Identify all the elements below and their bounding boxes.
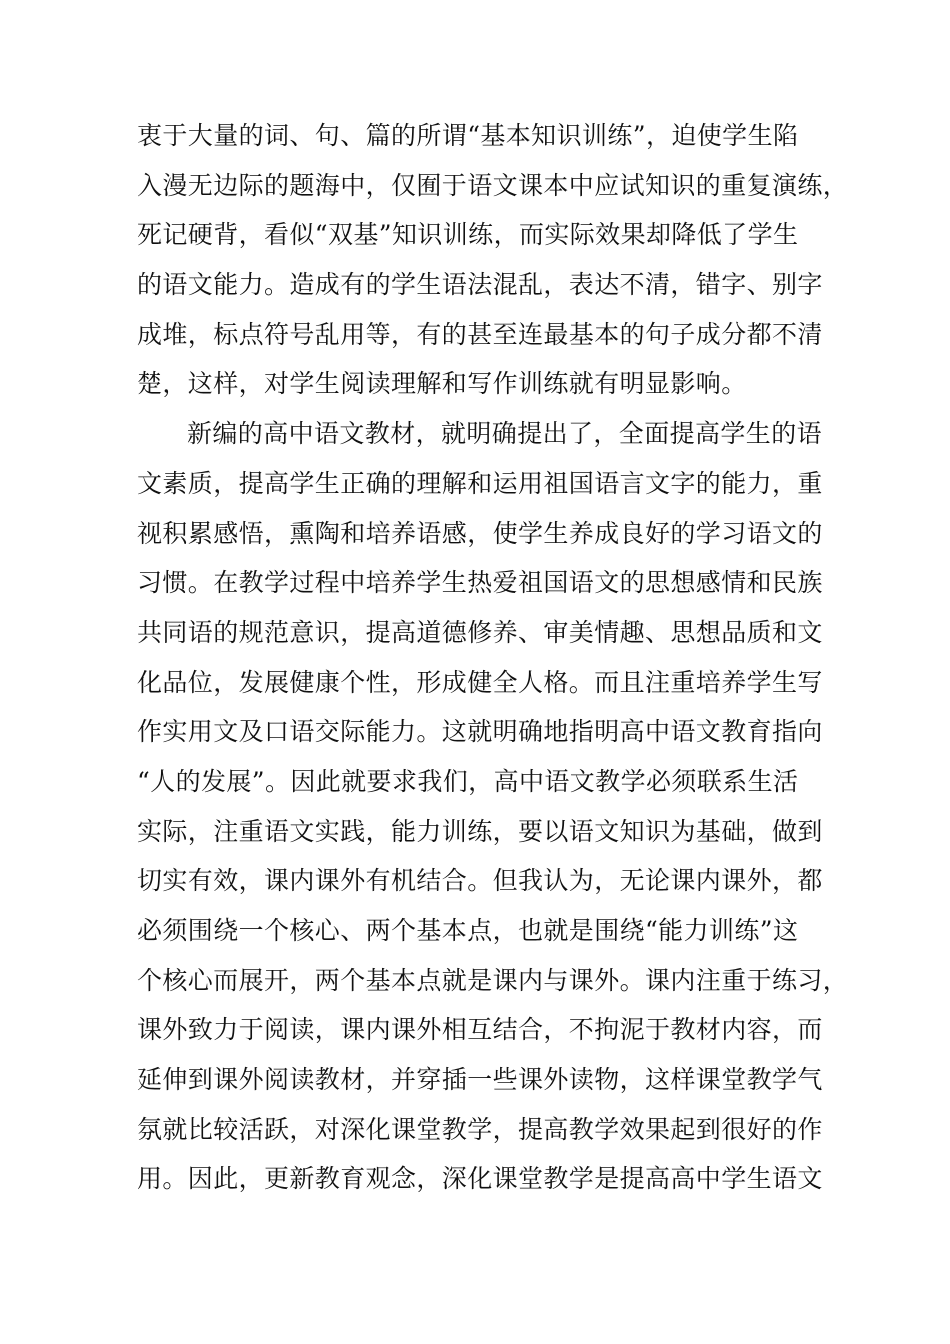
text-line: 实际，注重语文实践，能力训练，要以语文知识为基础，做到: [137, 816, 823, 846]
text-line: 切实有效，课内课外有机结合。但我认为，无论课内课外，都: [137, 866, 823, 896]
text-line: 用。因此，更新教育观念，深化课堂教学是提高高中学生语文: [137, 1164, 823, 1194]
text-line: 作实用文及口语交际能力。这就明确地指明高中语文教育指向: [137, 717, 823, 747]
text-line: 课外致力于阅读，课内课外相互结合，不拘泥于教材内容，而: [137, 1015, 823, 1045]
text-line: 习惯。在教学过程中培养学生热爱祖国语文的思想感情和民族: [137, 568, 823, 598]
text-line: 必须围绕一个核心、两个基本点，也就是围绕“能力训练”这: [137, 916, 799, 945]
text-line: 入漫无边际的题海中，仅囿于语文课本中应试知识的重复演练，: [137, 170, 849, 200]
text-line: 的语文能力。造成有的学生语法混乱，表达不清，错字、别字: [137, 270, 823, 300]
text-line: “人的发展”。因此就要求我们，高中语文教学必须联系生活: [137, 766, 799, 796]
text-line: 衷于大量的词、句、篇的所谓“基本知识训练”，迫使学生陷: [137, 121, 799, 150]
text-line: 死记硬背，看似“双基”知识训练，而实际效果却降低了学生: [137, 220, 799, 250]
paragraph-first-line: 新编的高中语文教材，就明确提出了，全面提高学生的语: [187, 419, 823, 449]
text-line: 文素质，提高学生正确的理解和运用祖国语言文字的能力，重: [137, 468, 823, 498]
text-line: 成堆，标点符号乱用等，有的甚至连最基本的句子成分都不清: [137, 319, 823, 349]
text-line: 延伸到课外阅读教材，并穿插一些课外读物，这样课堂教学气: [137, 1065, 823, 1095]
text-line: 共同语的规范意识，提高道德修养、审美情趣、思想品质和文: [137, 617, 823, 647]
text-line: 氛就比较活跃，对深化课堂教学，提高教学效果起到很好的作: [137, 1114, 823, 1144]
text-line: 视积累感悟，熏陶和培养语感，使学生养成良好的学习语文的: [137, 518, 823, 548]
text-line: 个核心而展开，两个基本点就是课内与课外。课内注重于练习，: [137, 965, 849, 995]
text-line: 楚，这样，对学生阅读理解和写作训练就有明显影响。: [137, 369, 747, 399]
text-line: 化品位，发展健康个性，形成健全人格。而且注重培养学生写: [137, 667, 823, 697]
body-text: [137, 111, 849, 1204]
